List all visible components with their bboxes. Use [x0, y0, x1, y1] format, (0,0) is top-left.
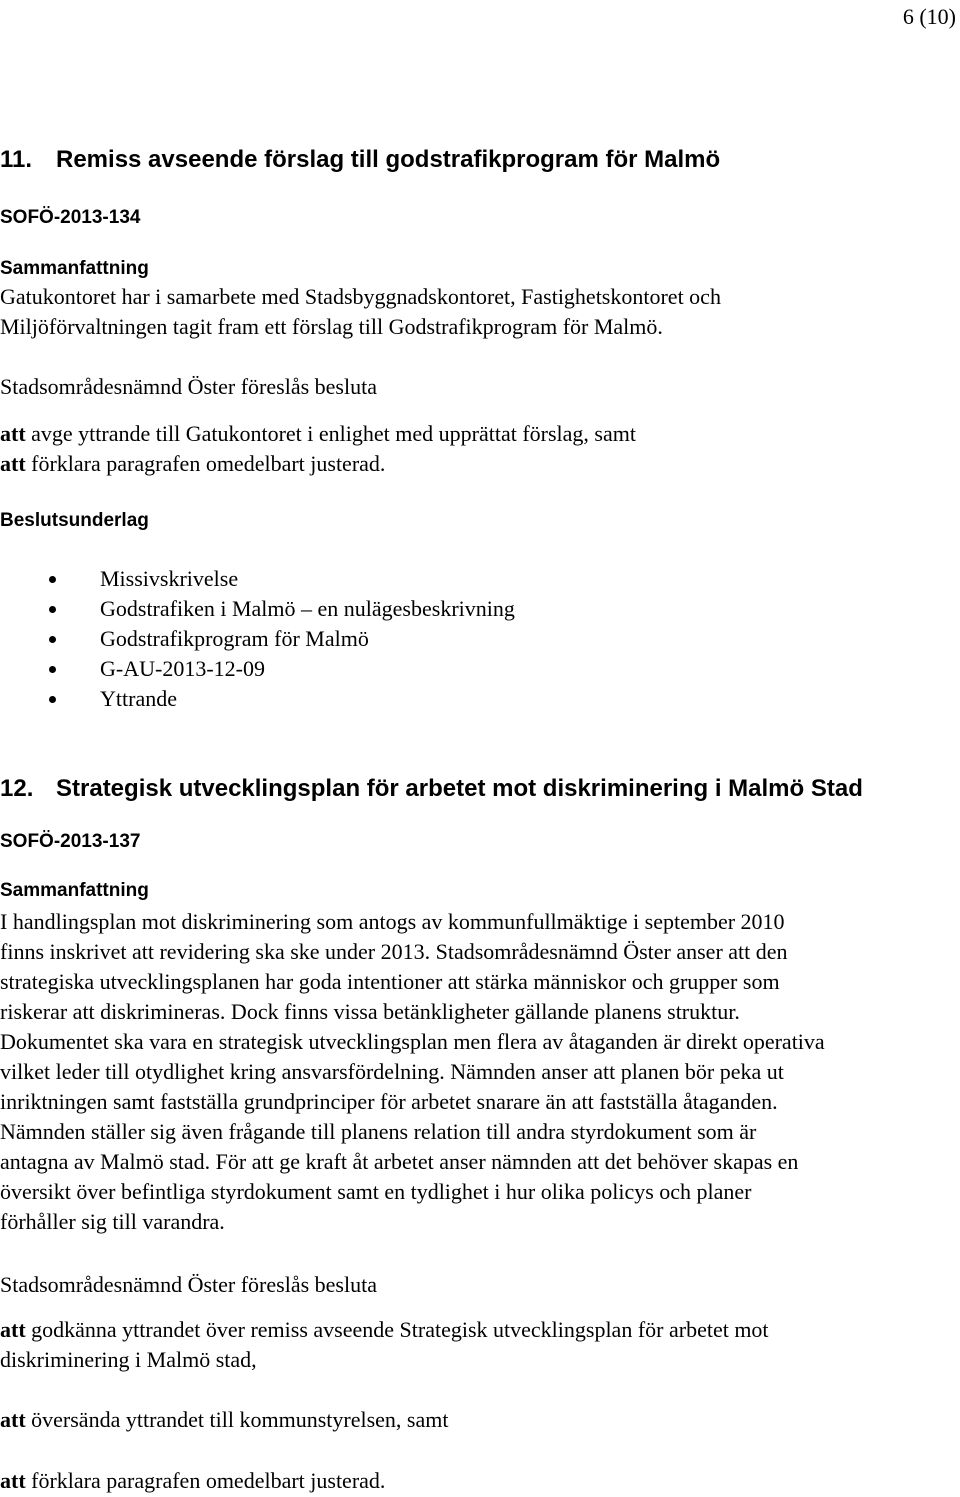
section-11-basis-list: [0, 564, 515, 714]
section-12-proposal-intro: Stadsområdesnämnd Öster föreslås besluta: [0, 1272, 377, 1297]
decision-line: [0, 1315, 958, 1345]
bullet-icon: [49, 636, 56, 643]
section-12-decision-1: [0, 1315, 958, 1375]
bullet-icon: [49, 606, 56, 613]
list-item: Missivskrivelse: [0, 564, 515, 594]
list-item: Yttrande: [0, 684, 515, 714]
summary-line: antagna av Malmö stad. För att ge kraft åt arbetet anser nämnden att det behöver skapas en: [0, 1149, 799, 1174]
decision-line: [0, 1405, 958, 1435]
list-item: Godstrafiken i Malmö – en nulägesbeskrivning: [0, 594, 515, 624]
list-item: Godstrafikprogram för Malmö: [0, 624, 515, 654]
summary-line: översikt över befintliga styrdokument samt en tydlighet i hur olika policys och planer: [0, 1179, 752, 1204]
section-12-summary: [0, 907, 958, 1237]
decision-keyword: att: [0, 421, 26, 446]
summary-line: Miljöförvaltningen tagit fram ett förslag till Godstrafikprogram för Malmö.: [0, 314, 663, 339]
section-12-title: Strategisk utvecklingsplan för arbetet mot diskriminering i Malmö Stad: [56, 775, 863, 802]
decision-line: [0, 419, 958, 449]
bullet-icon: [49, 666, 56, 673]
section-12-number: 12.: [0, 775, 34, 802]
summary-line: förhåller sig till varandra.: [0, 1209, 225, 1234]
summary-line: vilket leder till otydlighet kring ansvarsfördelning. Nämnden anser att planen bör peka ut: [0, 1059, 784, 1084]
summary-line: riskerar att diskrimineras. Dock finns vissa betänkligheter gällande planens struktur.: [0, 999, 740, 1024]
summary-line: Nämnden ställer sig även frågande till planens relation till andra styrdokument som är: [0, 1119, 757, 1144]
section-11-heading: [0, 145, 720, 175]
decision-line: diskriminering i Malmö stad,: [0, 1347, 257, 1372]
decision-text: godkänna yttrandet över remiss avseende Strategisk utvecklingsplan för arbetet mot: [25, 1317, 769, 1342]
summary-line: finns inskrivet att revidering ska ske under 2013. Stadsområdesnämnd Öster anser att den: [0, 939, 788, 964]
section-12-decision-2: [0, 1405, 958, 1435]
summary-line: strategiska utvecklingsplanen har goda intentioner att stärka människor och grupper som: [0, 969, 780, 994]
summary-line: Gatukontoret har i samarbete med Stadsbyggnadskontoret, Fastighetskontoret och: [0, 284, 721, 309]
decision-text: förklara paragrafen omedelbart justerad.: [25, 451, 386, 476]
decision-keyword: att: [0, 1407, 26, 1432]
decision-keyword: att: [0, 1468, 26, 1493]
decision-line: [0, 449, 958, 479]
section-11-number: 11.: [0, 146, 33, 173]
section-12-case-id: SOFÖ-2013-137: [0, 831, 141, 852]
bullet-icon: [49, 696, 56, 703]
decision-keyword: att: [0, 451, 26, 476]
summary-line: inriktningen samt fastställa grundprinciper för arbetet snarare än att fastställa åtaganden.: [0, 1089, 778, 1114]
section-12-decision-3: [0, 1466, 958, 1496]
section-12-heading: [0, 774, 863, 804]
section-12-summary-heading: Sammanfattning: [0, 880, 149, 901]
bullet-icon: [49, 576, 56, 583]
section-11-basis-heading: Beslutsunderlag: [0, 510, 149, 531]
decision-text: förklara paragrafen omedelbart justerad.: [25, 1468, 386, 1493]
section-11-decisions: [0, 419, 958, 479]
decision-line: [0, 1466, 958, 1496]
section-11-summary-heading: Sammanfattning: [0, 258, 149, 279]
section-11-title: Remiss avseende förslag till godstrafikprogram för Malmö: [56, 146, 721, 173]
summary-line: Dokumentet ska vara en strategisk utvecklingsplan men flera av åtaganden är direkt operativa: [0, 1029, 825, 1054]
decision-text: översända yttrandet till kommunstyrelsen, samt: [25, 1407, 449, 1432]
list-item: G-AU-2013-12-09: [0, 654, 515, 684]
page-number: 6 (10): [902, 4, 956, 29]
summary-line: I handlingsplan mot diskriminering som antogs av kommunfullmäktige i september 2010: [0, 909, 785, 934]
decision-keyword: att: [0, 1317, 26, 1342]
section-11-proposal-intro: Stadsområdesnämnd Öster föreslås besluta: [0, 374, 377, 399]
decision-text: avge yttrande till Gatukontoret i enlighet med upprättat förslag, samt: [25, 421, 636, 446]
section-11-summary: [0, 282, 958, 342]
section-11-case-id: SOFÖ-2013-134: [0, 207, 141, 228]
